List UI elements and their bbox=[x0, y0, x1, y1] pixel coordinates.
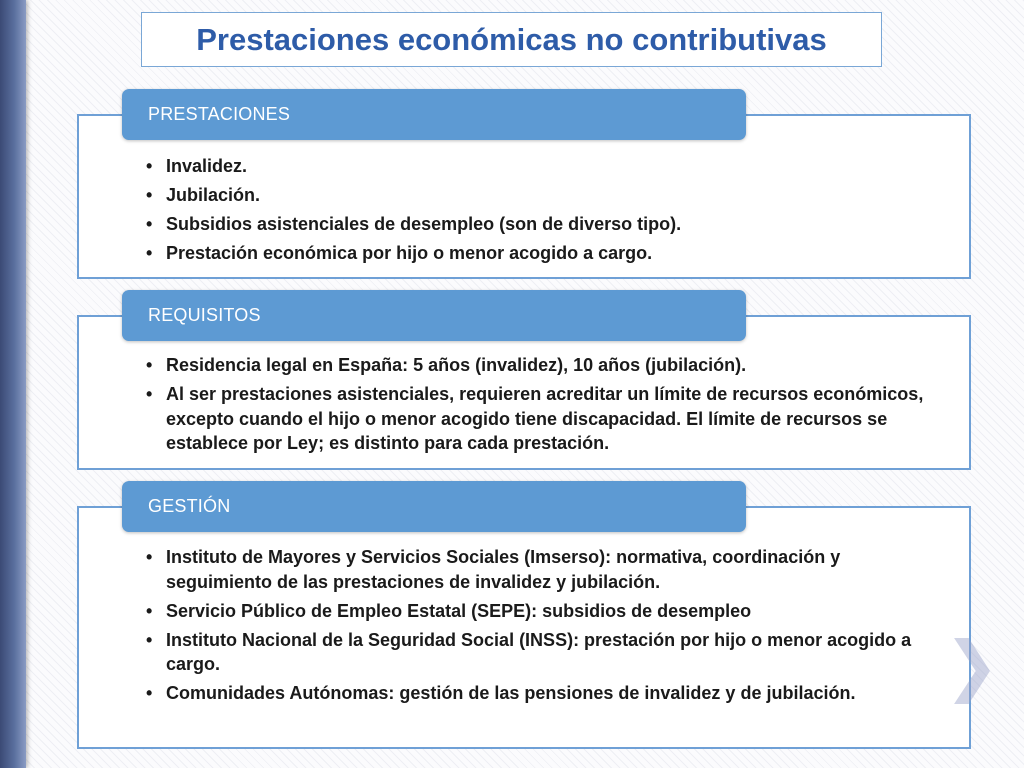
list-item: • Residencia legal en España: 5 años (invalidez), 10 años (jubilación). bbox=[146, 353, 929, 378]
section-gestion-header bbox=[122, 481, 746, 532]
list-item: • Servicio Público de Empleo Estatal (SEPE): subsidios de desempleo bbox=[146, 599, 929, 624]
list-item: • Comunidades Autónomas: gestión de las pensiones de invalidez y de jubilación. bbox=[146, 681, 929, 706]
list-item: • Invalidez. bbox=[146, 154, 929, 179]
page-title: Prestaciones económicas no contributivas bbox=[196, 21, 827, 57]
list-item: • Jubilación. bbox=[146, 183, 929, 208]
section-prestaciones-list bbox=[146, 154, 929, 270]
section-prestaciones-header bbox=[122, 89, 746, 140]
section-heading: GESTIÓN bbox=[148, 496, 231, 516]
section-heading: REQUISITOS bbox=[148, 305, 261, 325]
section-requisitos-list bbox=[146, 353, 929, 460]
section-heading: PRESTACIONES bbox=[148, 104, 291, 124]
list-item: • Instituto Nacional de la Seguridad Social (INSS): prestación por hijo o menor acogido a cargo. bbox=[146, 628, 929, 677]
chevron-right-icon[interactable]: ❯ bbox=[944, 627, 1000, 704]
list-item: • Prestación económica por hijo o menor acogido a cargo. bbox=[146, 241, 929, 266]
list-item: • Subsidios asistenciales de desempleo (son de diverso tipo). bbox=[146, 212, 929, 237]
section-requisitos-header bbox=[122, 290, 746, 341]
slide-side-bar bbox=[0, 0, 26, 768]
section-gestion-list bbox=[146, 545, 929, 710]
section-gestion-box bbox=[77, 506, 971, 749]
list-item: • Instituto de Mayores y Servicios Sociales (Imserso): normativa, coordinación y seguimiento de las prestaciones de invalidez y jubilación. bbox=[146, 545, 929, 594]
title-box bbox=[141, 12, 882, 67]
list-item: • Al ser prestaciones asistenciales, requieren acreditar un límite de recursos económicos, excepto cuando el hijo o menor acogido tiene discapacidad. El límite de recursos se establece por Ley; es distinto para cada prestación. bbox=[146, 382, 929, 456]
